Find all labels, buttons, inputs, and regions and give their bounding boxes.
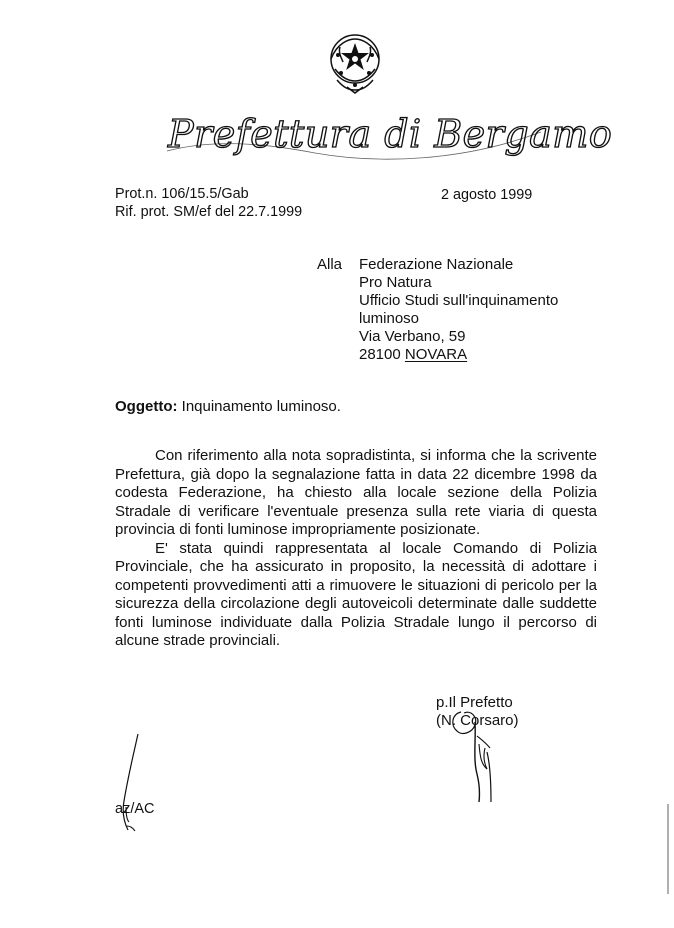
footer-initials: az/AC <box>115 801 155 817</box>
signatory-title: p.Il Prefetto <box>436 694 513 711</box>
subject-label: Oggetto: <box>115 398 178 415</box>
handwritten-signature-icon <box>448 704 508 812</box>
recipient-line-organization: Federazione Nazionale <box>359 256 514 273</box>
recipient-line-street: Via Verbano, 59 <box>359 328 466 345</box>
postal-code: 28100 <box>359 346 401 363</box>
subject-text: Inquinamento luminoso. <box>181 398 341 415</box>
reply-reference: Rif. prot. SM/ef del 22.7.1999 <box>115 204 303 220</box>
prefecture-name: Prefettura di Bergamo <box>168 112 613 156</box>
city-name: NOVARA <box>404 346 468 363</box>
left-margin-mark-icon <box>110 730 148 840</box>
right-edge-scan-mark-icon <box>660 804 672 894</box>
signatory-name: (N. Corsaro) <box>436 711 519 729</box>
recipient-prefix: Alla <box>317 256 343 273</box>
letter-body <box>115 447 597 651</box>
recipient-line-name: Pro Natura <box>359 274 432 291</box>
recipient-line-office-continued: luminoso <box>359 310 420 327</box>
subject-line <box>115 398 341 416</box>
italian-republic-emblem-icon <box>327 31 383 97</box>
recipient-line-office: Ufficio Studi sull'inquinamento <box>359 292 559 309</box>
prefecture-script-title <box>160 104 613 166</box>
protocol-number: Prot.n. 106/15.5/Gab <box>115 186 249 202</box>
body-paragraph-2: E' stata quindi rappresentata al locale Comando di Polizia Provinciale, che ha assicurato in proposito, la necessità di adottare i competenti provvedimenti atti a rimuovere le situazioni di pericolo per la sicurezza della circolazione degli autoveicoli determinate dalle suddette fonti luminose individuate dalla Polizia Stradale lungo il percorso di alcune strade provinciali. <box>115 539 597 649</box>
recipient-line-city <box>359 346 604 364</box>
letter-date: 2 agosto 1999 <box>441 187 533 203</box>
body-paragraph-1: Con riferimento alla nota sopradistinta, si informa che la scrivente Prefettura, già dopo la segnalazione fatta in data 22 dicembre 1998 da codesta Federazione, ha chiesto alla locale sezione della Polizia Stradale di verificare l'eventuale presenza sulla rete viaria di questa provincia di fonti luminose impropriamente posizionate. <box>115 447 597 538</box>
recipient-address <box>359 256 604 364</box>
